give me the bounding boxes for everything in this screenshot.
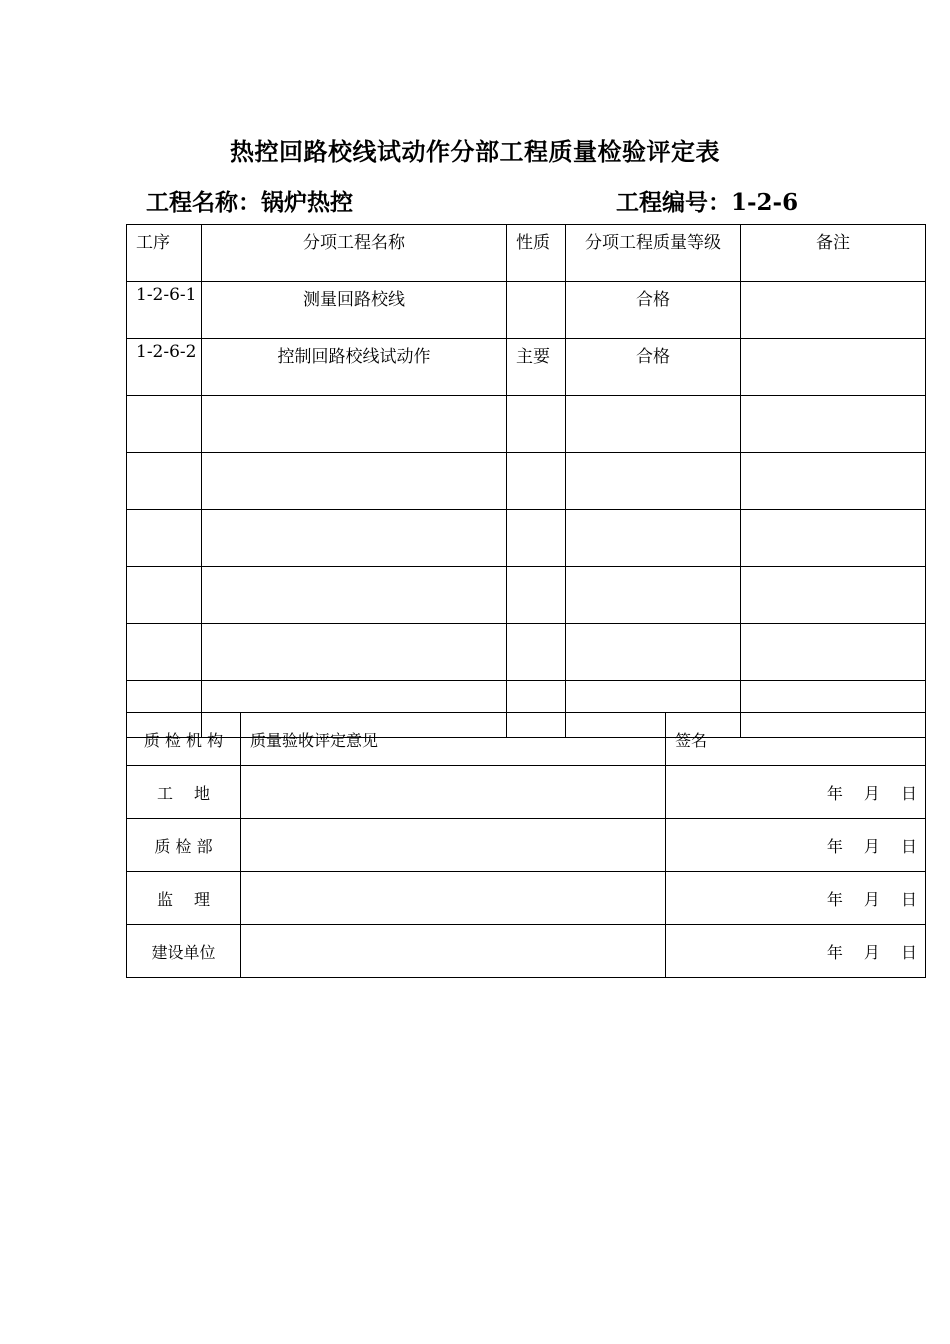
items-cell bbox=[202, 510, 507, 567]
sign-header-cell: 签名 bbox=[666, 713, 926, 766]
items-cell bbox=[741, 339, 926, 396]
table-row bbox=[127, 819, 926, 872]
opinion-cell bbox=[241, 925, 666, 978]
items-header-cell: 分项工程名称 bbox=[202, 225, 507, 282]
table-row bbox=[127, 453, 926, 510]
items-cell bbox=[202, 453, 507, 510]
items-cell bbox=[566, 510, 741, 567]
items-cell bbox=[202, 624, 507, 681]
items-cell bbox=[507, 453, 566, 510]
opinion-cell bbox=[241, 766, 666, 819]
items-cell bbox=[127, 396, 202, 453]
date-field: 年 月 日 bbox=[666, 925, 926, 978]
items-table bbox=[126, 224, 926, 738]
table-row bbox=[127, 282, 926, 339]
items-cell: 控制回路校线试动作 bbox=[202, 339, 507, 396]
items-cell bbox=[566, 453, 741, 510]
items-header-cell: 工序 bbox=[127, 225, 202, 282]
items-cell bbox=[741, 510, 926, 567]
items-cell bbox=[741, 624, 926, 681]
table-row bbox=[127, 925, 926, 978]
table-row bbox=[127, 396, 926, 453]
sign-org-label: 质 检 部 bbox=[127, 819, 241, 872]
items-cell: 1-2-6-1 bbox=[127, 282, 202, 339]
items-header-cell: 分项工程质量等级 bbox=[566, 225, 741, 282]
items-header-row bbox=[127, 225, 926, 282]
items-header-cell: 性质 bbox=[507, 225, 566, 282]
sign-header-cell: 质 检 机 构 bbox=[127, 713, 241, 766]
project-code: 工程编号：1-2-6 bbox=[616, 189, 799, 216]
items-cell bbox=[741, 567, 926, 624]
sign-table bbox=[126, 712, 926, 978]
items-cell bbox=[507, 510, 566, 567]
items-cell bbox=[202, 396, 507, 453]
sign-header-row bbox=[127, 713, 926, 766]
items-cell bbox=[507, 282, 566, 339]
items-header-cell: 备注 bbox=[741, 225, 926, 282]
table-row bbox=[127, 872, 926, 925]
items-cell bbox=[127, 624, 202, 681]
date-field: 年 月 日 bbox=[666, 766, 926, 819]
sign-org-label: 监 理 bbox=[127, 872, 241, 925]
items-cell bbox=[741, 453, 926, 510]
items-cell bbox=[507, 567, 566, 624]
sign-org-label: 工 地 bbox=[127, 766, 241, 819]
items-cell: 合格 bbox=[566, 339, 741, 396]
items-cell bbox=[741, 282, 926, 339]
items-cell bbox=[566, 396, 741, 453]
opinion-cell bbox=[241, 872, 666, 925]
items-cell bbox=[507, 396, 566, 453]
sign-org-label: 建设单位 bbox=[127, 925, 241, 978]
document-title: 热控回路校线试动作分部工程质量检验评定表 bbox=[230, 137, 720, 166]
items-cell: 1-2-6-2 bbox=[127, 339, 202, 396]
table-row bbox=[127, 339, 926, 396]
table-row bbox=[127, 567, 926, 624]
items-cell bbox=[566, 567, 741, 624]
sign-header-cell: 质量验收评定意见 bbox=[241, 713, 666, 766]
opinion-cell bbox=[241, 819, 666, 872]
project-name: 工程名称：锅炉热控 bbox=[146, 189, 353, 216]
date-field: 年 月 日 bbox=[666, 819, 926, 872]
items-cell bbox=[127, 453, 202, 510]
items-cell bbox=[741, 396, 926, 453]
items-cell bbox=[127, 567, 202, 624]
items-cell: 测量回路校线 bbox=[202, 282, 507, 339]
items-cell bbox=[202, 567, 507, 624]
items-cell bbox=[507, 624, 566, 681]
items-cell: 合格 bbox=[566, 282, 741, 339]
table-row bbox=[127, 766, 926, 819]
table-row bbox=[127, 624, 926, 681]
date-field: 年 月 日 bbox=[666, 872, 926, 925]
items-cell bbox=[127, 510, 202, 567]
items-cell bbox=[566, 624, 741, 681]
table-row bbox=[127, 510, 926, 567]
items-cell: 主要 bbox=[507, 339, 566, 396]
